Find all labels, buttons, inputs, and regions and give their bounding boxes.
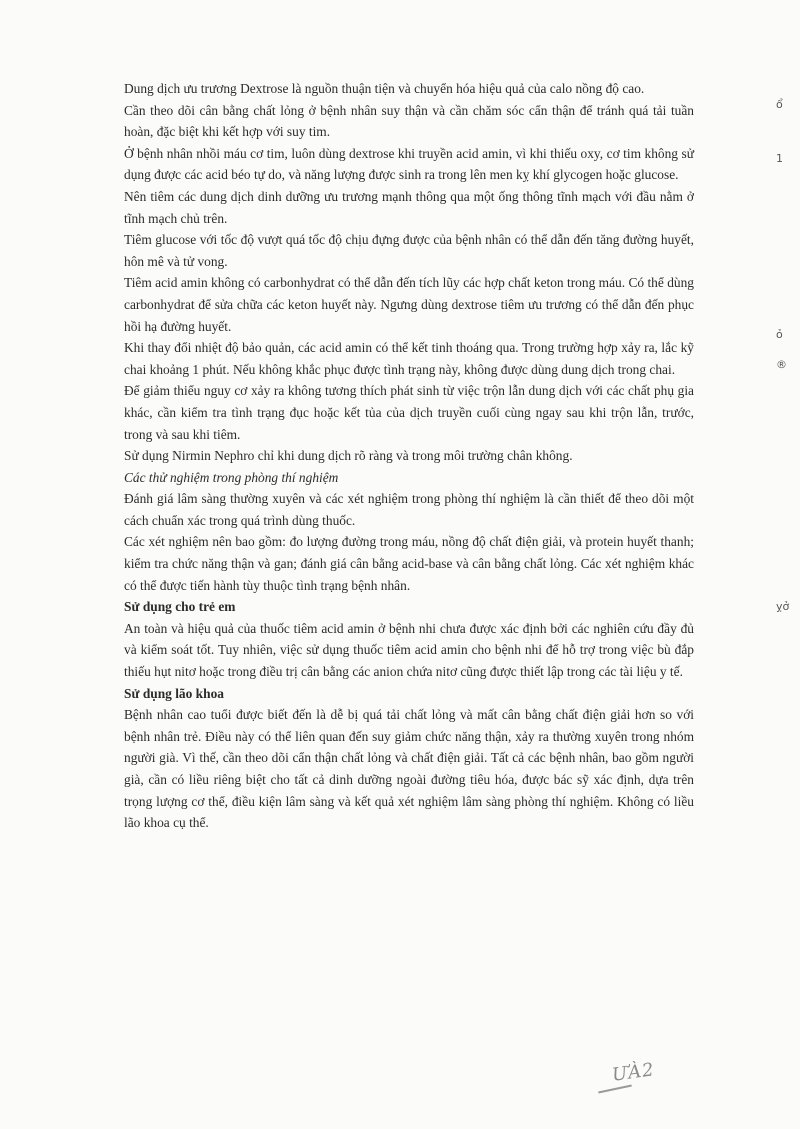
edge-mark: 1	[776, 152, 783, 165]
paragraph-dextrose: Dung dịch ưu trương Dextrose là nguồn thuận tiện và chuyển hóa hiệu quả của calo nồng độ cao.	[124, 81, 645, 96]
paragraph-storage: Khi thay đổi nhiệt độ bảo quản, các acid amin có thể kết tinh thoáng qua. Trong trường hợp xảy ra, lắc kỹ chai khoảng 1 phút. Nếu không khắc phục được tình trạng này, không được dùng dung dịch trong chai.	[124, 340, 694, 377]
heading-geriatric: Sử dụng lão khoa	[124, 685, 224, 701]
paragraph-renal-fluid: Cần theo dõi cân bằng chất lỏng ở bệnh nhân suy thận và cần chăm sóc cẩn thận để tránh quá tải tuần hoàn, đặc biệt khi kết hợp với suy tim.	[124, 102, 694, 140]
edge-mark: ỵở	[776, 600, 790, 613]
paragraph-amino-keton: Tiêm acid amin không có carbonhydrat có thể dẫn đến tích lũy các hợp chất keton trong máu. Có thể dùng carbonhydrat để sửa chữa các keton huyết này. Ngưng dùng dextrose tiêm ưu trương có thể dẫn đến phục hồi hạ đường huyết.	[124, 275, 694, 334]
edge-mark: ỏ	[776, 328, 783, 341]
heading-lab-tests: Các thử nghiệm trong phòng thí nghiệm	[124, 469, 339, 485]
paragraph-catheter: Nên tiêm các dung dịch dinh dưỡng ưu trương mạnh thông qua một ống thông tĩnh mạch với đầu nằm ở tĩnh mạch chủ trên.	[124, 188, 694, 226]
document-body	[124, 78, 694, 834]
paragraph-compatibility: Để giảm thiểu nguy cơ xảy ra không tương thích phát sinh từ việc trộn lẫn dung dịch với các chất phụ gia khác, cần kiểm tra tình trạng đục hoặc kết tủa của dịch truyền cuối cùng ngay sau khi trộn lẫn, trước, trong và sau khi tiêm.	[124, 383, 694, 442]
handwritten-stroke	[598, 1084, 632, 1093]
paragraph-lab-eval: Đánh giá lâm sàng thường xuyên và các xét nghiệm trong phòng thí nghiệm là cần thiết để theo dõi một cách chuẩn xác trong quá trình dùng thuốc.	[124, 491, 694, 528]
handwritten-annotation: ƯÀ2	[610, 1059, 656, 1086]
heading-pediatric: Sử dụng cho trẻ em	[124, 599, 236, 615]
paragraph-geriatric: Bệnh nhân cao tuổi được biết đến là dễ bị quá tải chất lỏng và mất cân bằng chất điện giải hơn so với bệnh nhân trẻ. Điều này có thể liên quan đến suy giảm chức năng thận, xảy ra thường xuyên trong nhóm người già. Vì thế, cần theo dõi cẩn thận chất lỏng và chất điện giải. Tất cả các bệnh nhân, bao gồm người già, cần có liều riêng biệt cho tất cả dinh dưỡng ngoài đường tiêu hóa, được bác sỹ xác định, dựa trên trọng lượng cơ thể, điều kiện lâm sàng và kết quả xét nghiệm lâm sàng phòng thí nghiệm. Không có liều lão khoa cụ thể.	[124, 707, 694, 831]
paragraph-pediatric: An toàn và hiệu quả của thuốc tiêm acid amin ở bệnh nhi chưa được xác định bởi các nghiên cứu đầy đủ và kiểm soát tốt. Tuy nhiên, việc sử dụng thuốc tiêm acid amin cho bệnh nhi để hỗ trợ trong việc bù đắp thiếu hụt nitơ hoặc trong điều trị cân bằng các anion chứa nitơ cũng được thiết lập trong các tài liệu y tế.	[124, 620, 694, 680]
paragraph-lab-list: Các xét nghiệm nên bao gồm: đo lượng đường trong máu, nồng độ chất điện giải, và protein huyết thanh; kiểm tra chức năng thận và gan; đánh giá cân bằng acid-base và cân bằng chất lỏng. Các xét nghiệm khác có thể được tiến hành tùy thuộc tình trạng bệnh nhân.	[124, 534, 694, 593]
scan-edge-marks	[776, 0, 796, 1129]
edge-mark: ổ	[776, 98, 783, 111]
paragraph-myocardial: Ở bệnh nhân nhồi máu cơ tim, luôn dùng dextrose khi truyền acid amin, vì khi thiếu oxy, cơ tim không sử dụng được các acid béo tự do, và năng lượng được sinh ra trong lên men kỵ khí glycogen hoặc glucose.	[124, 145, 694, 183]
paragraph-glucose-rate: Tiêm glucose với tốc độ vượt quá tốc độ chịu đựng được của bệnh nhân có thể dẫn đến tăng đường huyết, hôn mê và tử vong.	[124, 232, 694, 269]
paragraph-nirmin: Sử dụng Nirmin Nephro chỉ khi dung dịch rõ ràng và trong môi trường chân không.	[124, 448, 573, 464]
edge-mark: ®	[776, 358, 787, 371]
